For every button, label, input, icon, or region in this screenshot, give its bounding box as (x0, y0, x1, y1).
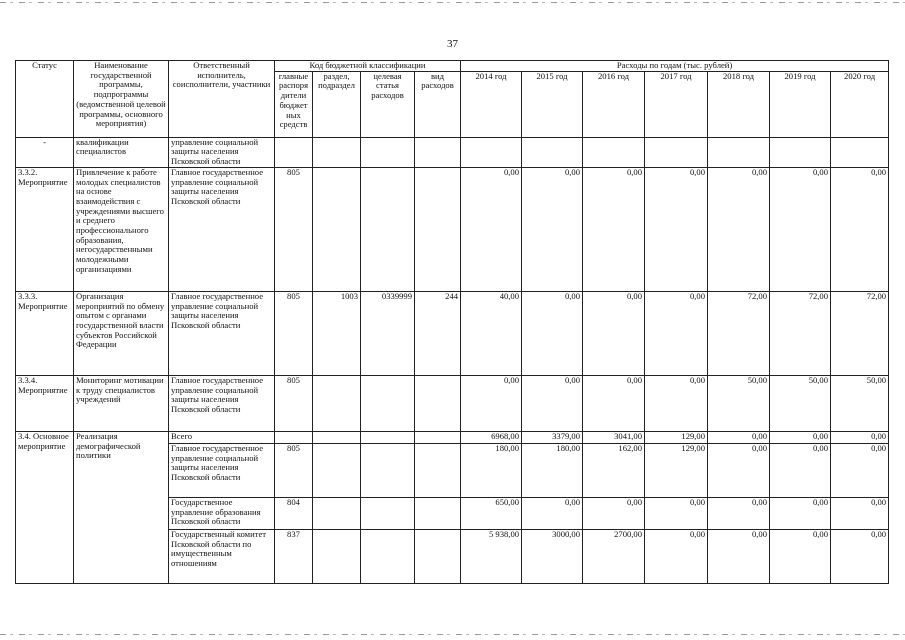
row-executor: управление социальной защиты населения Псковской области (169, 137, 275, 167)
row-section (313, 137, 361, 167)
row-value-2015: 0,00 (522, 167, 583, 291)
row-value-2017: 0,00 (645, 167, 708, 291)
row-value-2020: 0,00 (831, 167, 889, 291)
scan-edge-top (0, 2, 905, 3)
row-value-2015: 0,00 (522, 497, 583, 529)
row-grbs: 837 (275, 529, 313, 583)
row-executor: Главное государственное управление социальной защиты населения Псковской области (169, 443, 275, 497)
row-value-2017: 0,00 (645, 291, 708, 375)
row-name: Организация мероприятий по обмену опытом с органами государственной власти субъектов Российской Федерации (74, 291, 169, 375)
row-value-2014: 0,00 (461, 375, 522, 431)
row-value-2018: 72,00 (708, 291, 770, 375)
header-row-groups (16, 61, 889, 72)
row-status: 3.3.3. Мероприятие (16, 291, 74, 375)
table-row (16, 137, 889, 167)
row-kind (415, 167, 461, 291)
row-value-2016: 162,00 (583, 443, 645, 497)
page-number: 37 (447, 38, 458, 50)
scan-edge-bottom (0, 634, 905, 635)
row-value-2015 (522, 137, 583, 167)
row-value-2017: 0,00 (645, 497, 708, 529)
row-grbs: 805 (275, 291, 313, 375)
header-grbs: главные распоря дители бюджет ных средств (275, 71, 313, 137)
row-executor: Главное государственное управление социальной защиты населения Псковской области (169, 167, 275, 291)
row-value-2019: 72,00 (770, 291, 831, 375)
row-value-2014: 40,00 (461, 291, 522, 375)
row-value-2020: 0,00 (831, 443, 889, 497)
row-executor: Главное государственное управление социальной защиты населения Псковской области (169, 291, 275, 375)
row-executor: Главное государственное управление социальной защиты населения Псковской области (169, 375, 275, 431)
row-section (313, 497, 361, 529)
row-status: - (16, 137, 74, 167)
row-value-2016: 2700,00 (583, 529, 645, 583)
row-kind (415, 443, 461, 497)
row-status: 3.3.2. Мероприятие (16, 167, 74, 291)
row-value-2020: 72,00 (831, 291, 889, 375)
table-row (16, 375, 889, 431)
header-expenses: Расходы по годам (тыс. рублей) (461, 61, 889, 72)
row-kind: 244 (415, 291, 461, 375)
row-status: 3.3.4. Мероприятие (16, 375, 74, 431)
row-grbs (275, 137, 313, 167)
row-target (361, 137, 415, 167)
row-value-2015: 0,00 (522, 375, 583, 431)
row-name: Мониторинг мотивации к труду специалистов учреждений (74, 375, 169, 431)
row-grbs: 805 (275, 167, 313, 291)
row-value-2019: 0,00 (770, 431, 831, 443)
row-value-2014: 650,00 (461, 497, 522, 529)
budget-table (15, 60, 889, 584)
row-executor: Всего (169, 431, 275, 443)
header-year-2014: 2014 год (461, 71, 522, 137)
row-section: 1003 (313, 291, 361, 375)
header-kind: вид расходов (415, 71, 461, 137)
header-executor: Ответственный исполнитель, соисполнители, участники (169, 61, 275, 138)
row-value-2019: 0,00 (770, 167, 831, 291)
row-grbs: 805 (275, 443, 313, 497)
row-value-2014: 6968,00 (461, 431, 522, 443)
row-section (313, 529, 361, 583)
row-value-2018: 0,00 (708, 167, 770, 291)
row-value-2014: 180,00 (461, 443, 522, 497)
row-value-2014: 5 938,00 (461, 529, 522, 583)
row-value-2014 (461, 137, 522, 167)
row-value-2018: 50,00 (708, 375, 770, 431)
row-value-2018: 0,00 (708, 431, 770, 443)
row-target: 0339999 (361, 291, 415, 375)
row-section (313, 431, 361, 443)
row-value-2019: 0,00 (770, 443, 831, 497)
row-value-2020: 0,00 (831, 529, 889, 583)
row-value-2019: 0,00 (770, 497, 831, 529)
row-value-2020: 0,00 (831, 497, 889, 529)
header-year-2017: 2017 год (645, 71, 708, 137)
row-section (313, 167, 361, 291)
header-year-2015: 2015 год (522, 71, 583, 137)
row-section (313, 375, 361, 431)
row-value-2016: 0,00 (583, 291, 645, 375)
row-value-2017: 129,00 (645, 431, 708, 443)
row-name: Привлечение к работе молодых специалистов на основе взаимодействия с учреждениями высшего и среднего профессионального образования, негосударственными молодежными организациями (74, 167, 169, 291)
row-value-2017: 129,00 (645, 443, 708, 497)
header-year-2016: 2016 год (583, 71, 645, 137)
row-kind (415, 529, 461, 583)
group-status: 3.4. Основное мероприятие (16, 431, 74, 583)
row-kind (415, 375, 461, 431)
row-value-2016: 0,00 (583, 497, 645, 529)
row-value-2014: 0,00 (461, 167, 522, 291)
row-value-2018: 0,00 (708, 497, 770, 529)
row-target (361, 431, 415, 443)
row-grbs (275, 431, 313, 443)
row-value-2016 (583, 137, 645, 167)
header-name: Наименование государственной программы, подпрограммы (ведомственной целевой программы, основного мероприятия) (74, 61, 169, 138)
table-row (16, 167, 889, 291)
row-target (361, 497, 415, 529)
row-value-2017 (645, 137, 708, 167)
row-value-2015: 0,00 (522, 291, 583, 375)
row-value-2016: 3041,00 (583, 431, 645, 443)
header-status: Статус (16, 61, 74, 138)
row-value-2015: 3000,00 (522, 529, 583, 583)
row-kind (415, 137, 461, 167)
row-target (361, 167, 415, 291)
row-grbs: 804 (275, 497, 313, 529)
row-value-2015: 3379,00 (522, 431, 583, 443)
row-value-2020: 0,00 (831, 431, 889, 443)
row-value-2018: 0,00 (708, 443, 770, 497)
row-value-2016: 0,00 (583, 167, 645, 291)
row-executor: Государственное управление образования Псковской области (169, 497, 275, 529)
row-value-2018 (708, 137, 770, 167)
header-budget-code: Код бюджетной классификации (275, 61, 461, 72)
row-target (361, 443, 415, 497)
row-grbs: 805 (275, 375, 313, 431)
row-value-2015: 180,00 (522, 443, 583, 497)
header-year-2020: 2020 год (831, 71, 889, 137)
row-value-2018: 0,00 (708, 529, 770, 583)
row-value-2016: 0,00 (583, 375, 645, 431)
row-value-2017: 0,00 (645, 529, 708, 583)
header-year-2019: 2019 год (770, 71, 831, 137)
header-section: раздел, подраздел (313, 71, 361, 137)
header-target: целевая статья расходов (361, 71, 415, 137)
table-row (16, 291, 889, 375)
row-executor: Государственный комитет Псковской области по имущественным отношениям (169, 529, 275, 583)
row-name: квалификации специалистов (74, 137, 169, 167)
table-row-total (16, 431, 889, 443)
row-value-2020: 50,00 (831, 375, 889, 431)
group-name: Реализация демографической политики (74, 431, 169, 583)
row-value-2019: 0,00 (770, 529, 831, 583)
row-target (361, 375, 415, 431)
row-kind (415, 431, 461, 443)
row-target (361, 529, 415, 583)
row-kind (415, 497, 461, 529)
row-value-2019: 50,00 (770, 375, 831, 431)
header-year-2018: 2018 год (708, 71, 770, 137)
row-section (313, 443, 361, 497)
row-value-2020 (831, 137, 889, 167)
row-value-2017: 0,00 (645, 375, 708, 431)
row-value-2019 (770, 137, 831, 167)
